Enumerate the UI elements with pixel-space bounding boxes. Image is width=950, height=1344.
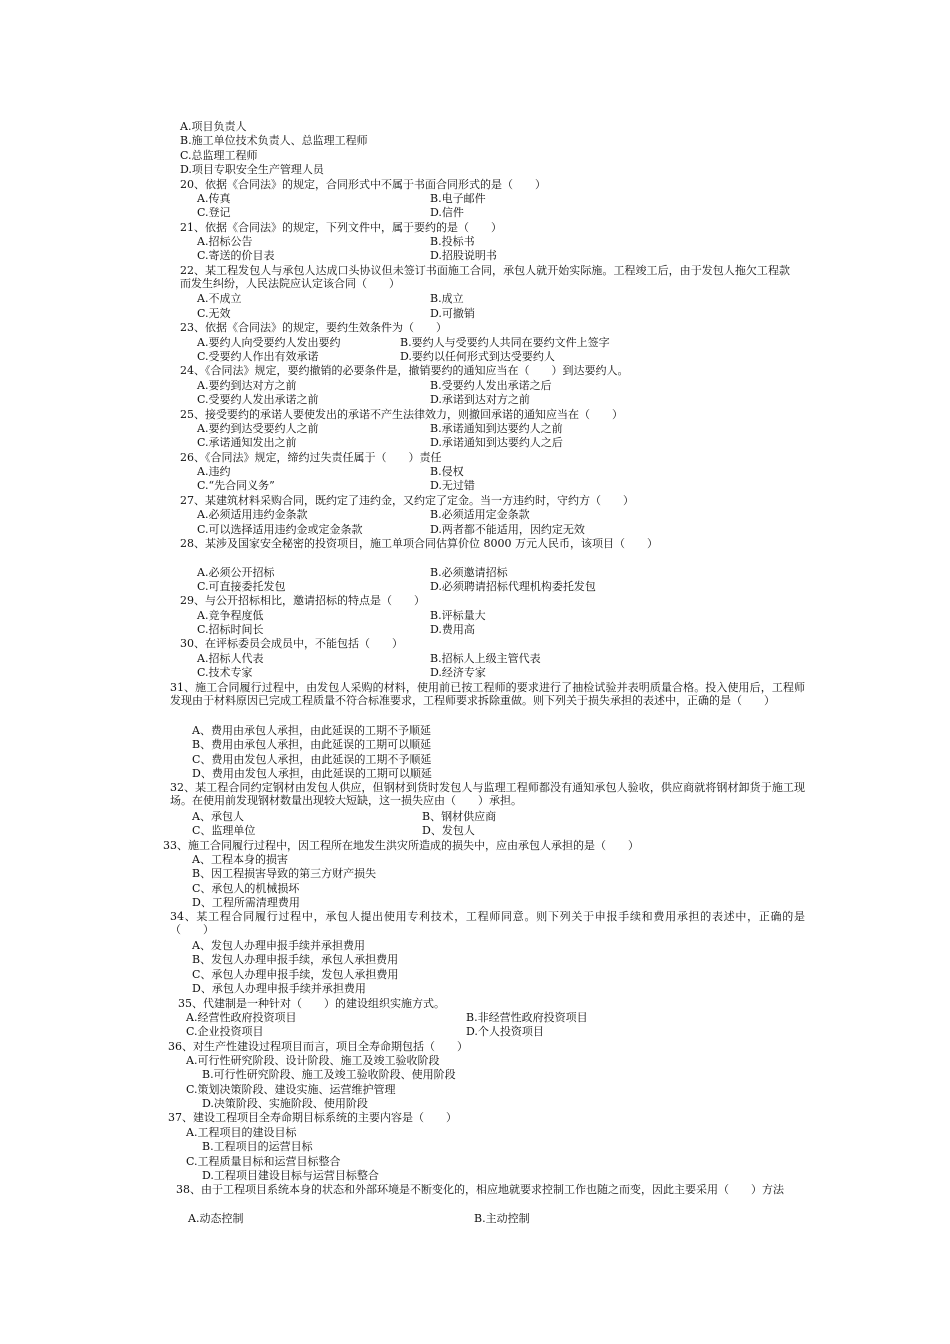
question-31: 31、施工合同履行过程中，由发包人采购的材料，使用前已按工程师的要求进行了抽检试验并表明质量合格。投入使用后，工程师发现由于材料原因已完成工程质量不符合标准要求，工程师要求拆除重做。则下列关于损失承担的表述中，正确的是（ ）: [170, 681, 805, 707]
option-left: C、监理单位: [192, 824, 256, 837]
option-left: A.要约人向受要约人发出要约: [197, 336, 341, 349]
option-left: C.无效: [197, 307, 231, 320]
option-line: A.可行性研究阶段、设计阶段、施工及竣工验收阶段: [186, 1054, 440, 1067]
option-right: D.招股说明书: [430, 249, 497, 262]
question-22: 22、某工程发包人与承包人达成口头协议但未签订书面施工合同，承包人就开始实际施。工程竣工后，由于发包人拖欠工程款而发生纠纷，人民法院应认定该合同（ ）: [180, 264, 790, 290]
option-right: B.侵权: [430, 465, 464, 478]
option-line: D.决策阶段、实施阶段、使用阶段: [202, 1097, 368, 1110]
option-line: A.工程项目的建设目标: [186, 1126, 297, 1139]
option-right: B.主动控制: [474, 1212, 530, 1225]
option-left: A.必须适用违约金条款: [197, 508, 308, 521]
option-left: A.不成立: [197, 292, 242, 305]
option-right: B.受要约人发出承诺之后: [430, 379, 552, 392]
question-38: 38、由于工程项目系统本身的状态和外部环境是不断变化的，相应地就要求控制工作也随之而变，因此主要采用（ ）方法: [176, 1183, 784, 1196]
option-right: B.非经营性政府投资项目: [466, 1011, 588, 1024]
option-left: A.招标人代表: [197, 652, 264, 665]
question-23: 23、依据《合同法》的规定，要约生效条件为（ ）: [180, 321, 447, 334]
option-line: D、工程所需清理费用: [192, 896, 300, 909]
option-left: A.竞争程度低: [197, 609, 264, 622]
option-right: D.个人投资项目: [466, 1025, 544, 1038]
option-line: A、费用由承包人承担，由此延误的工期不予顺延: [192, 724, 431, 737]
option-left: C.寄送的价目表: [197, 249, 275, 262]
question-34: 34、某工程合同履行过程中，承包人提出使用专利技术，工程师同意。则下列关于申报手续和费用承担的表述中，正确的是（ ）: [170, 910, 805, 936]
question-37: 37、建设工程项目全寿命期目标系统的主要内容是（ ）: [168, 1111, 457, 1124]
option-right: D.信件: [430, 206, 464, 219]
option-left: C.技术专家: [197, 666, 253, 679]
option-left: A.动态控制: [188, 1212, 244, 1225]
question-26: 26、《合同法》规定，缔约过失责任属于（ ）责任: [180, 451, 442, 464]
option-left: A.经营性政府投资项目: [186, 1011, 297, 1024]
option-right: D.承诺通知到达要约人之后: [430, 436, 563, 449]
question-25: 25、接受要约的承诺人要使发出的承诺不产生法律效力，则撤回承诺的通知应当在（ ）: [180, 408, 623, 421]
option-right: B.评标量大: [430, 609, 486, 622]
option-line: C.工程质量目标和运营目标整合: [186, 1155, 341, 1168]
option-left: C.承诺通知发出之前: [197, 436, 297, 449]
question-20: 20、依据《合同法》的规定，合同形式中不属于书面合同形式的是（ ）: [180, 178, 546, 191]
question-35: 35、代建制是一种针对（ ）的建设组织实施方式。: [178, 997, 445, 1010]
question-32: 32、某工程合同约定钢材由发包人供应，但钢材到货时发包人与监理工程师都没有通知承包人验收，供应商就将钢材卸货于施工现场。在使用前发现钢材数量出现较大短缺，这一损失应由（ ）承担。: [170, 781, 805, 807]
option-left: C.“先合同义务”: [197, 479, 275, 492]
option-line: B、发包人办理申报手续，承包人承担费用: [192, 953, 399, 966]
option-line: D.工程项目建设目标与运营目标整合: [202, 1169, 379, 1182]
option-right: B.承诺通知到达要约人之前: [430, 422, 563, 435]
option-line: B、因工程损害导致的第三方财产损失: [192, 867, 377, 880]
option-line: D、承包人办理申报手续并承担费用: [192, 982, 366, 995]
option-left: C.登记: [197, 206, 231, 219]
option-left: C.受要约人发出承诺之前: [197, 393, 319, 406]
question-30: 30、在评标委员会成员中，不能包括（ ）: [180, 637, 403, 650]
option-right: D.两者都不能适用，因约定无效: [430, 523, 585, 536]
question-21: 21、依据《合同法》的规定，下列文件中，属于要约的是（ ）: [180, 221, 502, 234]
option-right: B.招标人上级主管代表: [430, 652, 541, 665]
option-right: B.电子邮件: [430, 192, 486, 205]
option-right: D、发包人: [422, 824, 475, 837]
option-left: A.必须公开招标: [197, 566, 275, 579]
option-right: D.承诺到达对方之前: [430, 393, 530, 406]
option-line: A、发包人办理申报手续并承担费用: [192, 939, 365, 952]
option-line: A、工程本身的损害: [192, 853, 288, 866]
option-line: B.工程项目的运营目标: [202, 1140, 313, 1153]
option-left: C.企业投资项目: [186, 1025, 264, 1038]
option-right: B.投标书: [430, 235, 475, 248]
option-left: C.受要约人作出有效承诺: [197, 350, 319, 363]
option-right: D.无过错: [430, 479, 475, 492]
option-line: D.项目专职安全生产管理人员: [180, 163, 324, 176]
option-right: B.成立: [430, 292, 464, 305]
option-line: B.施工单位技术负责人、总监理工程师: [180, 134, 368, 147]
option-left: C.招标时间长: [197, 623, 264, 636]
option-line: D、费用由发包人承担，由此延误的工期可以顺延: [192, 767, 432, 780]
option-line: B.可行性研究阶段、施工及竣工验收阶段、使用阶段: [202, 1068, 456, 1081]
question-24: 24、《合同法》规定，要约撤销的必要条件是，撤销要约的通知应当在（ ）到达要约人。: [180, 364, 629, 377]
option-left: A.招标公告: [197, 235, 253, 248]
option-right: B.要约人与受要约人共同在要约文件上签字: [400, 336, 610, 349]
option-left: A、承包人: [192, 810, 244, 823]
option-left: C.可以选择适用违约金或定金条款: [197, 523, 363, 536]
option-line: C、承包人办理申报手续，发包人承担费用: [192, 968, 399, 981]
question-28: 28、某涉及国家安全秘密的投资项目，施工单项合同估算价位 8000 万元人民币，该项目（ ）: [180, 537, 658, 550]
question-33: 33、施工合同履行过程中，因工程所在地发生洪灾所造成的损失中，应由承包人承担的是（ ）: [163, 839, 639, 852]
option-left: A.传真: [197, 192, 231, 205]
option-left: A.要约到达对方之前: [197, 379, 297, 392]
question-29: 29、与公开招标相比，邀请招标的特点是（ ）: [180, 594, 425, 607]
question-27: 27、某建筑材料采购合同，既约定了违约金，又约定了定金。当一方违约时，守约方（ ）: [180, 494, 634, 507]
option-right: D.要约以任何形式到达受要约人: [400, 350, 555, 363]
option-line: C、承包人的机械损坏: [192, 882, 300, 895]
option-line: B、费用由承包人承担，由此延误的工期可以顺延: [192, 738, 432, 751]
question-36: 36、对生产性建设过程项目而言，项目全寿命期包括（ ）: [168, 1040, 468, 1053]
option-right: B.必须适用定金条款: [430, 508, 530, 521]
option-left: A.违约: [197, 465, 231, 478]
option-right: D.必须聘请招标代理机构委托发包: [430, 580, 596, 593]
option-right: B.必须邀请招标: [430, 566, 508, 579]
option-line: C.总监理工程师: [180, 149, 258, 162]
option-right: D.可撤销: [430, 307, 475, 320]
option-right: B、钢材供应商: [422, 810, 497, 823]
option-right: D.费用高: [430, 623, 475, 636]
option-left: A.要约到达受要约人之前: [197, 422, 319, 435]
option-left: C.可直接委托发包: [197, 580, 286, 593]
option-line: C、费用由发包人承担，由此延误的工期不予顺延: [192, 753, 432, 766]
option-line: A.项目负责人: [180, 120, 247, 133]
option-line: C.策划决策阶段、建设实施、运营维护管理: [186, 1083, 396, 1096]
option-right: D.经济专家: [430, 666, 486, 679]
